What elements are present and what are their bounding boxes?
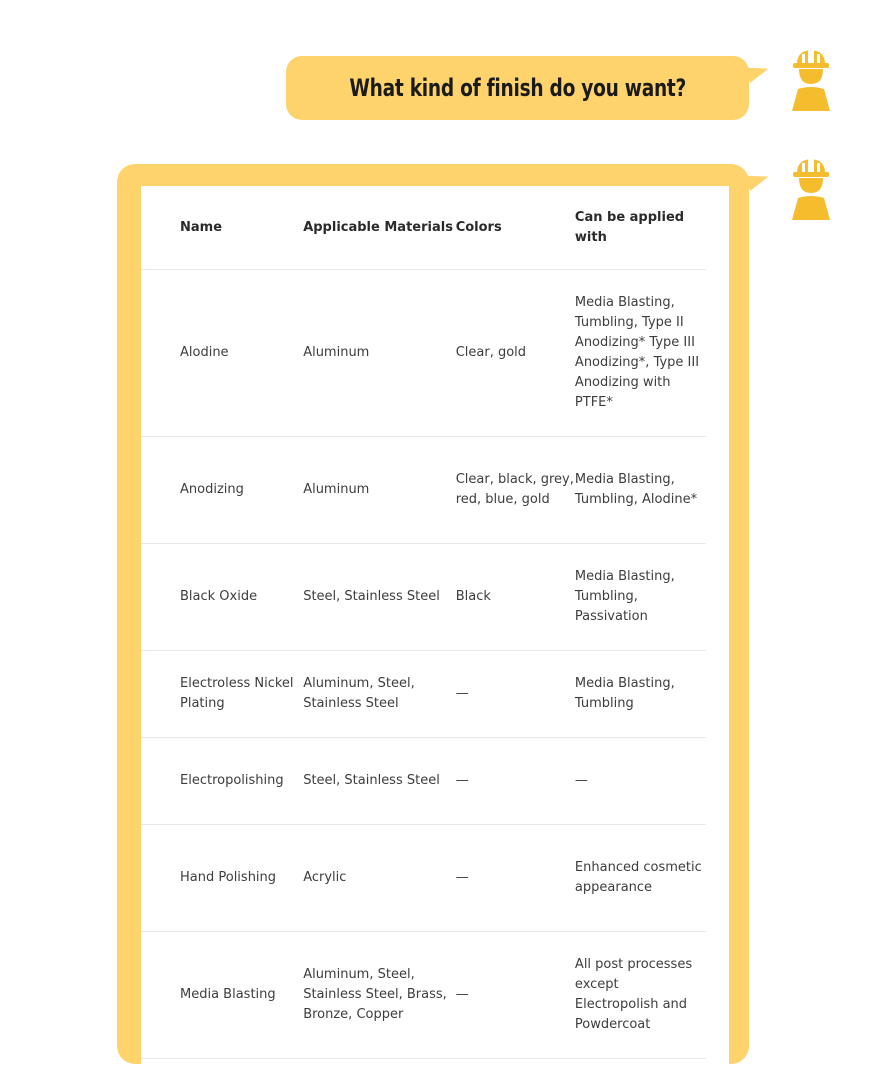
cell-applied-with: All post processes except Electropolish and Powdercoat <box>575 932 706 1059</box>
table-row <box>141 544 706 651</box>
cell-materials: Aluminum, Steel, Stainless Steel, Brass, Bronze, Copper <box>303 932 456 1059</box>
cell-colors: — <box>456 932 575 1059</box>
table-row <box>141 270 706 437</box>
cell-applied-with: Media Blasting, Tumbling, Type II Anodizing* Type III Anodizing*, Type III Anodizing with PTFE* <box>575 270 706 437</box>
finish-table <box>141 186 706 1059</box>
cell-name: Alodine <box>141 270 303 437</box>
cell-name: Anodizing <box>141 437 303 544</box>
table-row <box>141 738 706 825</box>
table-header-row <box>141 186 706 270</box>
table-row <box>141 932 706 1059</box>
table-row <box>141 651 706 738</box>
worker-avatar-icon <box>792 158 830 220</box>
cell-name: Media Blasting <box>141 932 303 1059</box>
cell-materials: Aluminum <box>303 270 456 437</box>
worker-avatar-icon <box>792 49 830 111</box>
table-row <box>141 437 706 544</box>
header-materials: Applicable Materials <box>303 186 456 270</box>
table-row <box>141 825 706 932</box>
cell-materials: Acrylic <box>303 825 456 932</box>
header-colors: Colors <box>456 186 575 270</box>
answer-bubble <box>117 164 749 1064</box>
question-bubble <box>286 56 749 120</box>
header-name: Name <box>141 186 303 270</box>
cell-materials: Steel, Stainless Steel <box>303 544 456 651</box>
header-applied-with: Can be applied with <box>575 186 706 270</box>
cell-name: Electroless Nickel Plating <box>141 651 303 738</box>
cell-colors: — <box>456 738 575 825</box>
cell-applied-with: Enhanced cosmetic appearance <box>575 825 706 932</box>
question-text: What kind of finish do you want? <box>349 74 686 102</box>
cell-materials: Steel, Stainless Steel <box>303 738 456 825</box>
cell-colors: Clear, black, grey, red, blue, gold <box>456 437 575 544</box>
cell-colors: — <box>456 825 575 932</box>
cell-name: Electropolishing <box>141 738 303 825</box>
cell-colors: Black <box>456 544 575 651</box>
cell-materials: Aluminum, Steel, Stainless Steel <box>303 651 456 738</box>
cell-applied-with: Media Blasting, Tumbling, Alodine* <box>575 437 706 544</box>
cell-applied-with: Media Blasting, Tumbling, Passivation <box>575 544 706 651</box>
cell-colors: — <box>456 651 575 738</box>
cell-colors: Clear, gold <box>456 270 575 437</box>
cell-name: Black Oxide <box>141 544 303 651</box>
cell-name: Hand Polishing <box>141 825 303 932</box>
finish-table-container <box>141 186 729 1086</box>
cell-applied-with: — <box>575 738 706 825</box>
cell-applied-with: Media Blasting, Tumbling <box>575 651 706 738</box>
cell-materials: Aluminum <box>303 437 456 544</box>
